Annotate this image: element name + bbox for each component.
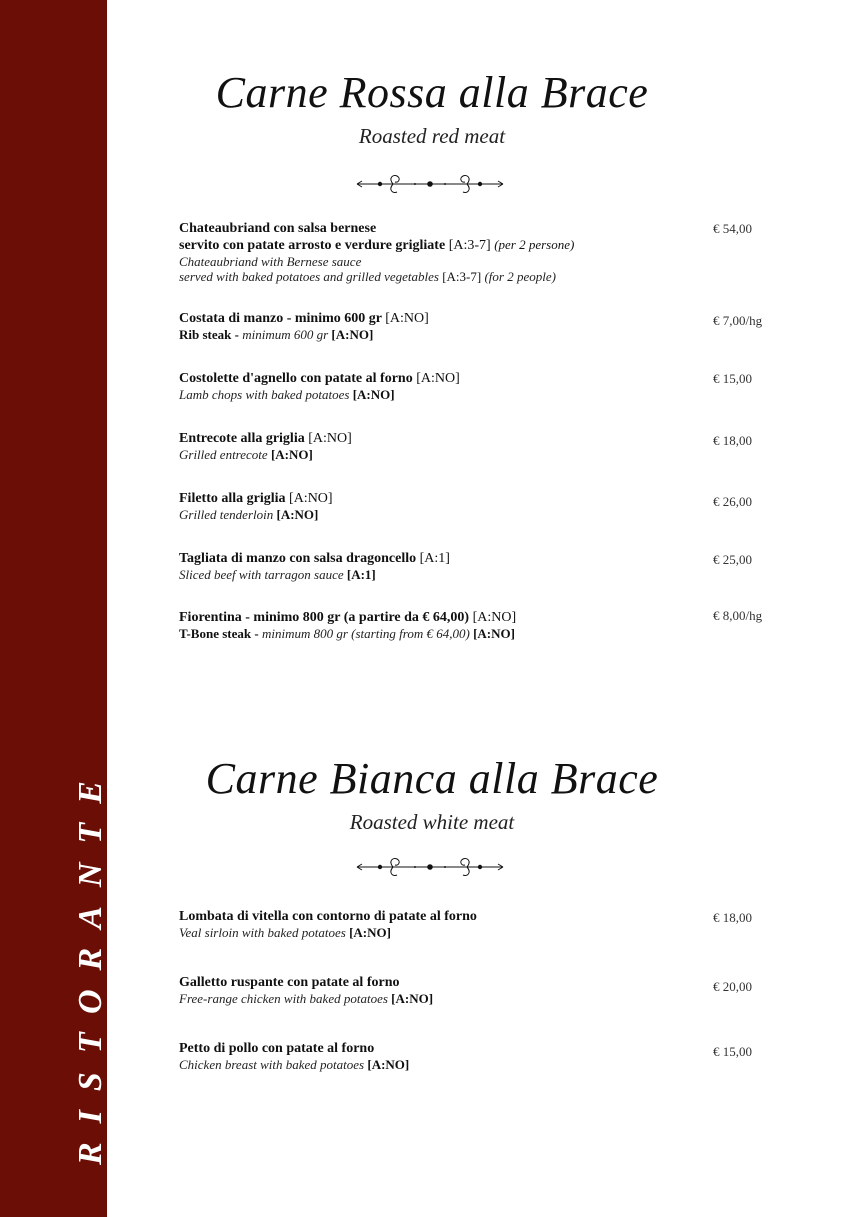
allergen-tag: [A:NO]	[352, 387, 395, 402]
item-price: € 15,00	[713, 1044, 752, 1059]
sidebar-band	[0, 0, 107, 1217]
item-text: Costata di manzo - minimo 600 gr	[179, 311, 382, 326]
item-name-en	[179, 991, 699, 1006]
item-price: € 15,00	[713, 371, 752, 386]
allergen-tag: [A:1]	[346, 567, 376, 582]
section-subtitle-red-meat: Roasted red meat	[358, 124, 506, 148]
allergen-tag: [A:NO]	[416, 371, 460, 386]
allergen-tag: [A:3-7]	[448, 238, 491, 253]
ornament-divider-icon	[355, 174, 505, 194]
menu-item	[179, 311, 699, 342]
menu-item	[179, 909, 699, 940]
item-name-it: Chateaubriand con salsa bernese	[179, 221, 377, 236]
item-text: minimum 800 gr (starting from € 64,00)	[261, 626, 470, 641]
allergen-tag: [A:NO]	[473, 626, 515, 641]
menu-item	[179, 431, 699, 462]
item-price: € 7,00/hg	[713, 313, 763, 328]
allergen-tag: [A:NO]	[349, 925, 391, 940]
item-name-it-line2	[179, 237, 699, 254]
item-name-it: Petto di pollo con patate al forno	[179, 1041, 375, 1056]
allergen-tag: [A:3-7]	[442, 269, 482, 284]
item-text: Fiorentina - minimo 800 gr (a partire da € 64,00)	[179, 610, 470, 625]
item-text: served with baked potatoes and grilled vegetables	[179, 269, 439, 284]
item-text: Lamb chops with baked potatoes	[179, 387, 350, 402]
item-text: Costolette d'agnello con patate al forno	[179, 371, 413, 386]
section-title-red-meat: Carne Rossa alla Brace	[215, 68, 649, 117]
item-text-bold: T-Bone steak -	[179, 626, 259, 641]
item-price: € 25,00	[713, 552, 752, 567]
item-price: € 54,00	[713, 221, 752, 236]
item-price: € 18,00	[713, 910, 752, 925]
menu-item	[179, 975, 699, 1006]
item-text: minimum 600 gr	[242, 327, 329, 342]
item-name-en-line2	[179, 269, 699, 284]
item-text: Free-range chicken with baked potatoes	[179, 991, 388, 1006]
item-name-en	[179, 1057, 699, 1072]
allergen-tag: [A:NO]	[472, 610, 517, 625]
item-name-it	[179, 311, 699, 327]
item-price: € 20,00	[713, 979, 752, 994]
allergen-tag: [A:NO]	[367, 1057, 410, 1072]
allergen-tag: [A:NO]	[276, 507, 319, 522]
item-name-it: Lombata di vitella con contorno di patate al forno	[179, 909, 477, 924]
section-title-white-meat: Carne Bianca alla Brace	[205, 754, 659, 803]
item-name-it	[179, 491, 699, 507]
portion-note: (for 2 people)	[484, 269, 556, 284]
item-name-en	[179, 507, 699, 522]
allergen-tag: [A:NO]	[270, 447, 313, 462]
allergen-tag: [A:NO]	[331, 327, 374, 342]
menu-item	[179, 551, 699, 582]
allergen-tag: [A:NO]	[308, 431, 352, 446]
item-name-it	[179, 551, 699, 567]
item-text: Sliced beef with tarragon sauce	[179, 567, 344, 582]
ornament-divider-icon	[355, 857, 505, 877]
item-text: Entrecote alla griglia	[179, 431, 305, 446]
item-text: Grilled tenderloin	[179, 507, 274, 522]
item-text-bold: Rib steak -	[179, 327, 239, 342]
allergen-tag: [A:NO]	[391, 991, 434, 1006]
item-name-en	[179, 387, 699, 402]
item-name-it	[179, 610, 699, 626]
allergen-tag: [A:NO]	[385, 311, 429, 326]
item-text: Tagliata di manzo con salsa dragoncello	[179, 551, 417, 566]
item-text: Veal sirloin with baked potatoes	[179, 925, 346, 940]
item-text: Chicken breast with baked potatoes	[179, 1057, 365, 1072]
item-name-en	[179, 626, 699, 641]
item-name-en	[179, 925, 699, 940]
menu-item	[179, 491, 699, 522]
menu-item	[179, 221, 699, 284]
menu-item	[179, 610, 699, 641]
allergen-tag: [A:1]	[419, 551, 450, 566]
item-text: Filetto alla griglia	[179, 491, 286, 506]
item-name-it	[179, 371, 699, 387]
item-name-en	[179, 447, 699, 462]
section-subtitle-white-meat: Roasted white meat	[349, 810, 515, 834]
sidebar-label: RISTORANTE	[72, 762, 109, 1165]
item-text: servito con patate arrosto e verdure grigliate	[179, 238, 446, 253]
item-name-en: Chateaubriand with Bernese sauce	[179, 254, 362, 269]
item-name-en	[179, 567, 699, 582]
menu-item	[179, 371, 699, 402]
menu-item	[179, 1041, 699, 1072]
portion-note: (per 2 persone)	[494, 237, 575, 252]
item-price: € 18,00	[713, 433, 752, 448]
item-name-it: Galletto ruspante con patate al forno	[179, 975, 400, 990]
item-text: Grilled entrecote	[179, 447, 268, 462]
allergen-tag: [A:NO]	[289, 491, 333, 506]
item-name-en	[179, 327, 699, 342]
item-price: € 8,00/hg	[713, 608, 763, 623]
item-price: € 26,00	[713, 494, 752, 509]
item-name-it	[179, 431, 699, 447]
